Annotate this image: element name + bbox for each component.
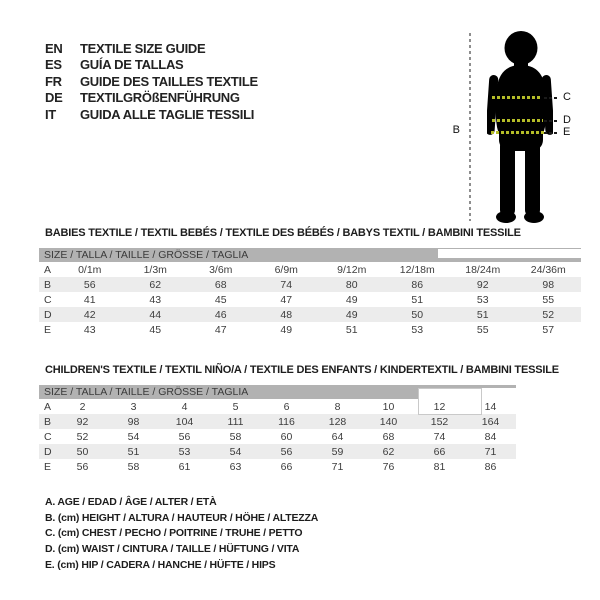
babies-size-table <box>39 248 581 337</box>
row-label: B <box>44 415 52 428</box>
size-cell: 50 <box>76 445 89 458</box>
size-cell: 56 <box>280 445 293 458</box>
size-cell: 6/9m <box>274 263 298 276</box>
language-title-block <box>45 40 258 123</box>
size-cell: 48 <box>280 308 293 321</box>
size-cell: 84 <box>484 430 497 443</box>
size-cell: 152 <box>430 415 449 428</box>
size-cell: 80 <box>345 278 358 291</box>
size-cell: 52 <box>76 430 89 443</box>
language-label: GUÍA DE TALLAS <box>80 57 184 73</box>
row-label: A <box>44 400 52 413</box>
size-cell: 56 <box>178 430 191 443</box>
table-body <box>39 262 581 337</box>
language-code: DE <box>45 90 63 106</box>
size-cell: 59 <box>331 445 344 458</box>
babies-row-C <box>39 292 581 307</box>
children-row-A <box>39 399 516 414</box>
size-cell: 76 <box>382 460 395 473</box>
chest-measure-line <box>492 96 541 99</box>
babies-row-A <box>39 262 581 277</box>
language-row <box>45 73 258 90</box>
size-cell: 71 <box>484 445 497 458</box>
chest-label: C <box>563 91 571 103</box>
size-cell: 61 <box>178 460 191 473</box>
size-cell: 55 <box>542 293 555 306</box>
size-cell: 104 <box>175 415 194 428</box>
babies-row-B <box>39 277 581 292</box>
size-cell: 18/24m <box>465 263 501 276</box>
hip-leader-line <box>544 132 559 134</box>
children-row-B <box>39 414 516 429</box>
size-cell: 2 <box>79 400 86 413</box>
language-row <box>45 40 258 57</box>
size-cell: 0/1m <box>78 263 102 276</box>
size-cell: 86 <box>484 460 497 473</box>
table-header-text: SIZE / TALLA / TAILLE / GRÖSSE / TAGLIA <box>44 249 249 261</box>
size-cell: 41 <box>83 293 96 306</box>
size-cell: 49 <box>280 323 293 336</box>
size-cell: 71 <box>331 460 344 473</box>
language-row <box>45 57 258 74</box>
height-label: B <box>452 124 460 136</box>
size-cell: 74 <box>433 430 446 443</box>
size-cell: 62 <box>149 278 162 291</box>
size-cell: 92 <box>476 278 489 291</box>
size-cell: 45 <box>149 323 162 336</box>
size-cell: 5 <box>232 400 239 413</box>
size-cell: 45 <box>214 293 227 306</box>
size-cell: 116 <box>278 415 295 428</box>
size-cell: 51 <box>476 308 489 321</box>
legend-line-chest: C. (cm) CHEST / PECHO / POITRINE / TRUHE / PETTO <box>45 527 303 540</box>
row-label: E <box>44 460 52 473</box>
size-cell: 57 <box>542 323 555 336</box>
size-cell: 62 <box>382 445 395 458</box>
size-cell: 47 <box>214 323 227 336</box>
legend-line-height: B. (cm) HEIGHT / ALTURA / HAUTEUR / HÖHE / ALTEZZA <box>45 511 319 524</box>
size-cell: 44 <box>149 308 162 321</box>
size-cell: 3 <box>130 400 137 413</box>
language-code: FR <box>45 73 62 89</box>
size-cell: 51 <box>127 445 140 458</box>
size-cell: 68 <box>214 278 227 291</box>
size-cell: 81 <box>433 460 446 473</box>
child-measurement-figure <box>430 20 595 235</box>
language-label: TEXTILGRÖßENFÜHRUNG <box>80 90 240 106</box>
size-cell: 66 <box>280 460 293 473</box>
size-cell: 64 <box>331 430 344 443</box>
size-cell: 10 <box>382 400 395 413</box>
size-cell: 98 <box>127 415 140 428</box>
language-row <box>45 90 258 107</box>
size-cell: 68 <box>382 430 395 443</box>
row-label: C <box>44 430 52 443</box>
size-cell: 74 <box>280 278 293 291</box>
row-label: B <box>44 278 52 291</box>
size-cell: 14 <box>484 400 497 413</box>
size-cell: 3/6m <box>209 263 233 276</box>
children-row-D <box>39 444 516 459</box>
children-section-title: CHILDREN'S TEXTILE / TEXTIL NIÑO/A / TEXTILE DES ENFANTS / KINDERTEXTIL / BAMBINI TESSILE <box>45 364 559 376</box>
size-cell: 4 <box>181 400 188 413</box>
size-cell: 49 <box>345 293 358 306</box>
size-cell: 8 <box>334 400 341 413</box>
header-white-notch <box>438 249 581 258</box>
size-cell: 54 <box>229 445 242 458</box>
children-row-C <box>39 429 516 444</box>
size-cell: 6 <box>283 400 290 413</box>
size-cell: 98 <box>542 278 555 291</box>
size-cell: 53 <box>178 445 191 458</box>
measurement-legend <box>45 495 318 573</box>
size-cell: 43 <box>83 323 96 336</box>
legend-line-age: A. AGE / EDAD / ÂGE / ALTER / ETÀ <box>45 496 217 508</box>
size-cell: 51 <box>345 323 358 336</box>
size-cell: 86 <box>411 278 424 291</box>
language-code: ES <box>45 57 62 73</box>
children-size-table <box>39 385 516 474</box>
size-cell: 63 <box>229 460 242 473</box>
waist-label: D <box>563 114 571 126</box>
size-cell: 164 <box>481 415 500 428</box>
babies-row-E <box>39 322 581 337</box>
row-label: A <box>44 263 52 276</box>
size-cell: 46 <box>214 308 227 321</box>
size-cell: 43 <box>149 293 162 306</box>
waist-measure-line <box>492 119 543 122</box>
hip-measure-line <box>491 131 544 134</box>
size-cell: 140 <box>379 415 398 428</box>
size-cell: 111 <box>227 415 244 428</box>
size-cell: 12/18m <box>399 263 435 276</box>
table-header-text: SIZE / TALLA / TAILLE / GRÖSSE / TAGLIA <box>44 386 249 398</box>
babies-section-title: BABIES TEXTILE / TEXTIL BEBÉS / TEXTILE DES BÉBÉS / BABYS TEXTIL / BAMBINI TESSILE <box>45 227 521 239</box>
chest-leader-line <box>544 97 559 99</box>
size-cell: 24/36m <box>530 263 566 276</box>
size-cell: 53 <box>476 293 489 306</box>
size-cell: 66 <box>433 445 446 458</box>
hip-label: E <box>563 126 571 138</box>
size-cell: 56 <box>76 460 89 473</box>
row-label: E <box>44 323 52 336</box>
language-label: GUIDA ALLE TAGLIE TESSILI <box>80 106 255 122</box>
language-code: EN <box>45 40 63 56</box>
legend-line-hip: E. (cm) HIP / CADERA / HANCHE / HÜFTE / HIPS <box>45 558 276 571</box>
language-row <box>45 106 258 123</box>
language-code: IT <box>45 106 56 122</box>
babies-row-D <box>39 307 581 322</box>
size-cell: 51 <box>411 293 424 306</box>
language-label: TEXTILE SIZE GUIDE <box>80 40 206 56</box>
row-label: C <box>44 293 52 306</box>
size-cell: 55 <box>476 323 489 336</box>
children-row-E <box>39 459 516 474</box>
size-cell: 42 <box>83 308 96 321</box>
size-cell: 128 <box>328 415 347 428</box>
waist-leader-line <box>544 120 559 122</box>
size-cell: 1/3m <box>143 263 167 276</box>
size-cell: 92 <box>76 415 89 428</box>
row-label: D <box>44 308 52 321</box>
row-label: D <box>44 445 52 458</box>
size-cell: 60 <box>280 430 293 443</box>
size-cell: 54 <box>127 430 140 443</box>
size-cell: 49 <box>345 308 358 321</box>
size-cell: 52 <box>542 308 555 321</box>
size-cell: 53 <box>411 323 424 336</box>
size-cell: 9/12m <box>337 263 367 276</box>
size-cell: 47 <box>280 293 293 306</box>
size-cell: 56 <box>83 278 96 291</box>
size-cell: 58 <box>127 460 140 473</box>
height-measure-dashed-line <box>469 33 471 221</box>
legend-line-waist: D. (cm) WAIST / CINTURA / TAILLE / HÜFTUNG / VITA <box>45 543 300 556</box>
table-body <box>39 399 516 474</box>
size-cell: 12 <box>433 400 446 413</box>
size-cell: 58 <box>229 430 242 443</box>
child-silhouette <box>487 31 553 223</box>
language-label: GUIDE DES TAILLES TEXTILE <box>80 73 258 89</box>
size-cell: 50 <box>411 308 424 321</box>
